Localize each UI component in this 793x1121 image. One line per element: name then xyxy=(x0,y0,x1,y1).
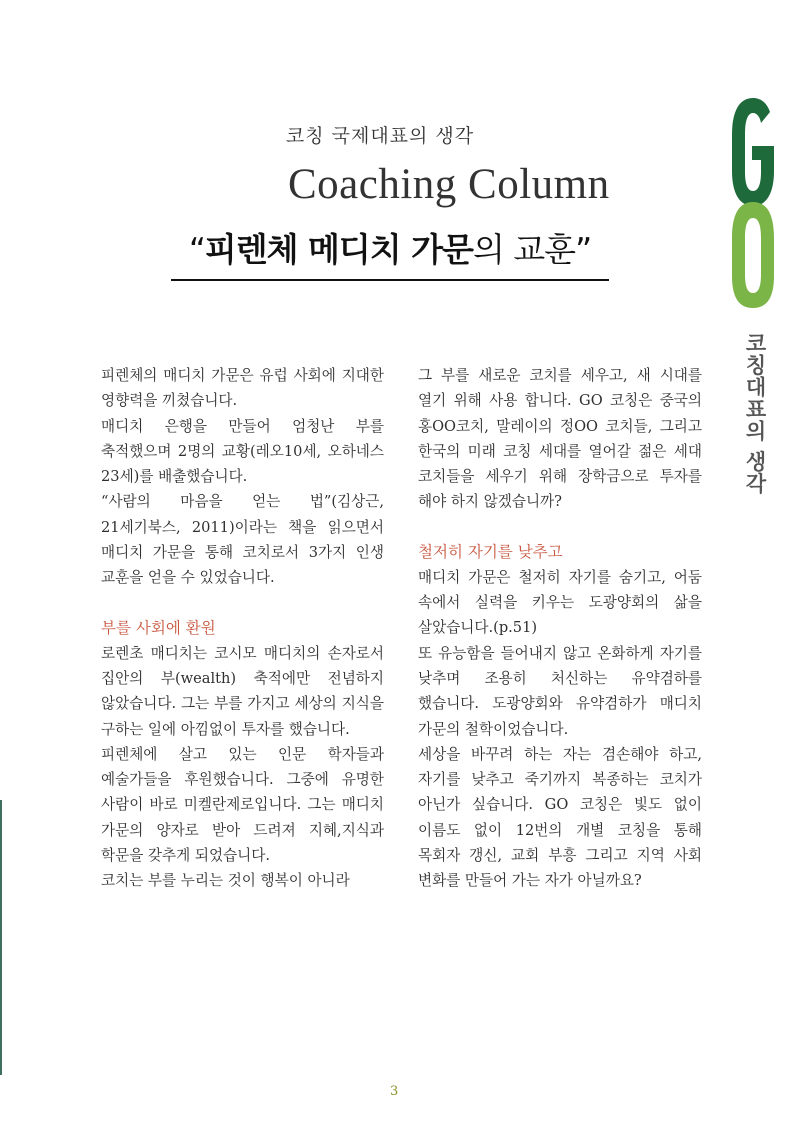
paragraph: 피렌체에 살고 있는 인문 학자들과 예술가들을 후원했습니다. 그중에 유명한 사람이 바로 미켈란제로입니다. 그는 매디치 가문의 양자로 받아 드려져 지혜,지식과 학문을 갖추게 되었습니다. xyxy=(101,745,384,865)
headline-quote-close: ” xyxy=(575,230,592,269)
paragraph: 매디치 은행을 만들어 엄청난 부를 축적했으며 2명의 교황(레오10세, 오하네스 23세)를 배출했습니다. xyxy=(101,417,384,486)
section-heading: 철저히 자기를 낮추고 xyxy=(418,542,563,561)
section-heading: 부를 사회에 환원 xyxy=(101,618,216,637)
paragraph: 또 유능함을 들어내지 않고 온화하게 자기를 낮추며 조용히 처신하는 유약겸하를 했습니다. 도광양회와 유약겸하가 매디치 가문의 철학이었습니다. xyxy=(418,644,702,738)
left-column xyxy=(101,363,384,894)
paragraph: “사람의 마음을 얻는 법”(김상근, 21세기북스, 2011)이라는 책을 읽으면서 매디치 가문을 통해 코치로서 3가지 인생 교훈을 얻을 수 있었습니다. xyxy=(101,493,384,587)
paragraph-gap xyxy=(101,591,384,616)
headline-quote-open: “ xyxy=(188,230,205,269)
logo-letter-o xyxy=(732,202,774,308)
page-number: 3 xyxy=(390,1084,399,1099)
left-margin-rule xyxy=(0,800,2,1075)
headline-bold: 피렌체 메디치 가문 xyxy=(204,230,473,269)
article-headline xyxy=(171,224,609,276)
paragraph: 코치는 부를 누리는 것이 행복이 아니라 xyxy=(101,872,350,890)
paragraph: 세상을 바꾸려 하는 자는 겸손해야 하고, 자기를 낮추고 죽기까지 복종하는 코치가 아닌가 싶습니다. GO 코칭은 빛도 없이 이름도 없이 12번의 개별 코칭을 통해 목회자 갱신, 교회 부흥 그리고 지역 사회 변화를 만들어 가는 자가 아닐까요? xyxy=(418,745,702,890)
paragraph: 로렌초 매디치는 코시모 매디치의 손자로서 집안의 부(wealth) 축적에만 전념하지 않았습니다. 그는 부를 가지고 세상의 지식을 구하는 일에 아낌없이 투자를 했습니다. xyxy=(101,644,384,738)
headline-light: 의 교훈 xyxy=(472,230,576,269)
paragraph: 피렌체의 매디치 가문은 유럽 사회에 지대한 영향력을 끼쳤습니다. xyxy=(101,367,384,410)
go-logo xyxy=(730,98,776,308)
column-title: Coaching Column xyxy=(288,161,610,208)
headline-underline xyxy=(171,279,609,281)
paragraph: 매디치 가문은 철저히 자기를 숨기고, 어둠 속에서 실력을 키우는 도광양회의 삶을 살았습니다.(p.51) xyxy=(418,568,702,637)
paragraph: 그 부를 새로운 코치를 세우고, 새 시대를 열기 위해 사용 합니다. GO 코칭은 중국의 홍OO코치, 말레이의 정OO 코치들, 그리고 한국의 미래 코칭 세대를 열어갈 젊은 세대 코치들을 세우기 위해 장학금으로 투자를 해야 하지 않겠습니까? xyxy=(418,367,702,511)
column-kicker: 코칭 국제대표의 생각 xyxy=(285,125,475,147)
brand-side-label: 코칭대표의 생각 xyxy=(743,332,767,495)
right-column xyxy=(418,363,702,894)
paragraph-gap xyxy=(418,515,702,540)
logo-letter-g xyxy=(732,98,774,206)
